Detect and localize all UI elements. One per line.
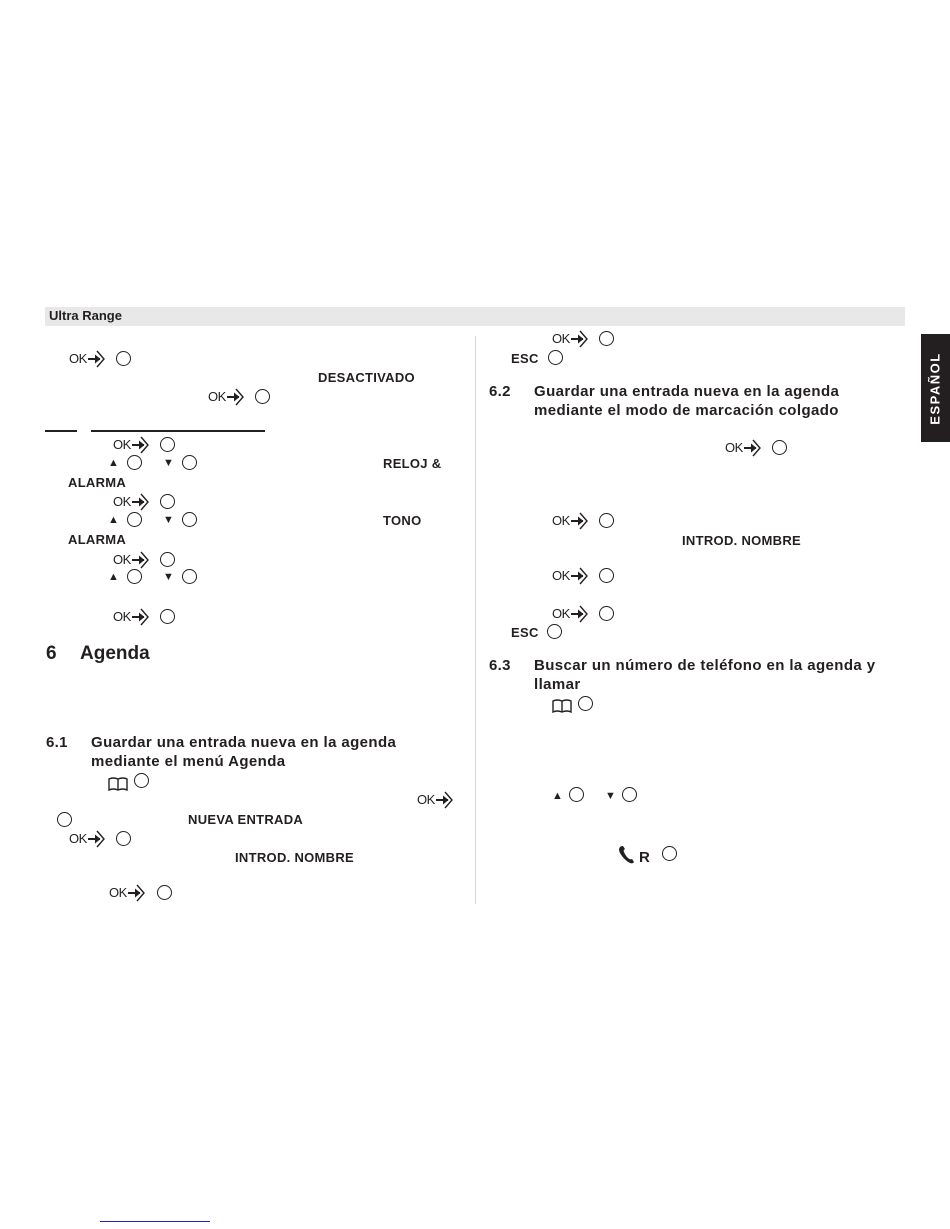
ok-arrow-icon	[570, 567, 588, 585]
down-arrow-icon: ▼	[605, 790, 616, 802]
header-title: Ultra Range	[49, 308, 122, 323]
round-key-icon	[127, 569, 142, 584]
round-key-icon	[599, 606, 614, 621]
round-key-icon	[578, 696, 593, 711]
round-key-icon	[160, 552, 175, 567]
ok-button: OK	[69, 350, 105, 368]
label-introd-nombre: INTROD. NOMBRE	[682, 533, 802, 548]
ok-button: OK	[552, 330, 588, 348]
section-number: 6.2	[489, 383, 511, 400]
round-key-icon	[599, 568, 614, 583]
ok-arrow-icon	[131, 493, 149, 511]
label-desactivado: DESACTIVADO	[318, 370, 415, 385]
up-arrow-icon: ▲	[108, 457, 119, 469]
underline-rule	[45, 430, 77, 432]
ok-arrow-icon	[87, 830, 105, 848]
round-key-icon	[569, 787, 584, 802]
up-arrow-icon: ▲	[108, 571, 119, 583]
section-number: 6.3	[489, 657, 511, 674]
round-key-icon	[160, 437, 175, 452]
label-tono: TONO	[383, 513, 422, 528]
ok-arrow-icon	[435, 791, 453, 809]
phonebook-icon	[108, 777, 128, 791]
label-nueva-entrada: NUEVA ENTRADA	[188, 812, 304, 827]
ok-button: OK	[552, 512, 588, 530]
section-title: mediante el modo de marcación colgado	[534, 402, 839, 419]
section-title: llamar	[534, 676, 581, 693]
round-key-icon	[599, 331, 614, 346]
underline-rule	[91, 430, 265, 432]
ok-button: OK	[113, 436, 149, 454]
ok-arrow-icon	[570, 330, 588, 348]
round-key-icon	[57, 812, 72, 827]
round-key-icon	[127, 512, 142, 527]
round-key-icon	[599, 513, 614, 528]
language-tab-label: ESPAÑOL	[928, 351, 944, 425]
ok-button: OK	[109, 884, 145, 902]
ok-arrow-icon	[131, 551, 149, 569]
ok-arrow-icon	[570, 605, 588, 623]
label-alarma: ALARMA	[68, 475, 127, 490]
ok-arrow-icon	[131, 436, 149, 454]
round-key-icon	[772, 440, 787, 455]
column-divider	[475, 336, 476, 904]
ok-button: OK	[417, 791, 453, 809]
label-esc: ESC	[511, 625, 539, 640]
round-key-icon	[160, 494, 175, 509]
round-key-icon	[182, 512, 197, 527]
down-arrow-icon: ▼	[163, 457, 174, 469]
round-key-icon	[127, 455, 142, 470]
round-key-icon	[116, 351, 131, 366]
footer-link-underline	[100, 1221, 210, 1222]
ok-button: OK	[69, 830, 105, 848]
ok-arrow-icon	[743, 439, 761, 457]
round-key-icon	[622, 787, 637, 802]
round-key-icon	[662, 846, 677, 861]
ok-button: OK	[552, 567, 588, 585]
round-key-icon	[182, 569, 197, 584]
round-key-icon	[116, 831, 131, 846]
round-key-icon	[157, 885, 172, 900]
chapter-title: Agenda	[80, 643, 150, 664]
header-bar	[45, 307, 905, 326]
ok-button: OK	[552, 605, 588, 623]
ok-arrow-icon	[87, 350, 105, 368]
ok-arrow-icon	[226, 388, 244, 406]
section-title: Buscar un número de teléfono en la agenda y	[534, 657, 876, 674]
ok-button: OK	[113, 608, 149, 626]
section-title: Guardar una entrada nueva en la agenda	[534, 383, 840, 400]
round-key-icon	[134, 773, 149, 788]
label-esc: ESC	[511, 351, 539, 366]
round-key-icon	[182, 455, 197, 470]
ok-button: OK	[113, 551, 149, 569]
ok-arrow-icon	[131, 608, 149, 626]
label-alarma: ALARMA	[68, 532, 127, 547]
section-title: mediante el menú Agenda	[91, 753, 286, 770]
ok-arrow-icon	[570, 512, 588, 530]
label-reloj: RELOJ &	[383, 456, 442, 471]
down-arrow-icon: ▼	[163, 514, 174, 526]
down-arrow-icon: ▼	[163, 571, 174, 583]
round-key-icon	[160, 609, 175, 624]
ok-arrow-icon	[127, 884, 145, 902]
label-introd-nombre: INTROD. NOMBRE	[235, 850, 355, 865]
talk-r-icon	[617, 844, 653, 866]
chapter-number: 6	[46, 643, 57, 664]
up-arrow-icon: ▲	[108, 514, 119, 526]
round-key-icon	[548, 350, 563, 365]
phonebook-icon	[552, 699, 572, 713]
ok-button: OK	[208, 388, 244, 406]
ok-button: OK	[113, 493, 149, 511]
ok-button: OK	[725, 439, 761, 457]
round-key-icon	[547, 624, 562, 639]
section-title: Guardar una entrada nueva en la agenda	[91, 734, 397, 751]
section-number: 6.1	[46, 734, 68, 751]
round-key-icon	[255, 389, 270, 404]
up-arrow-icon: ▲	[552, 790, 563, 802]
